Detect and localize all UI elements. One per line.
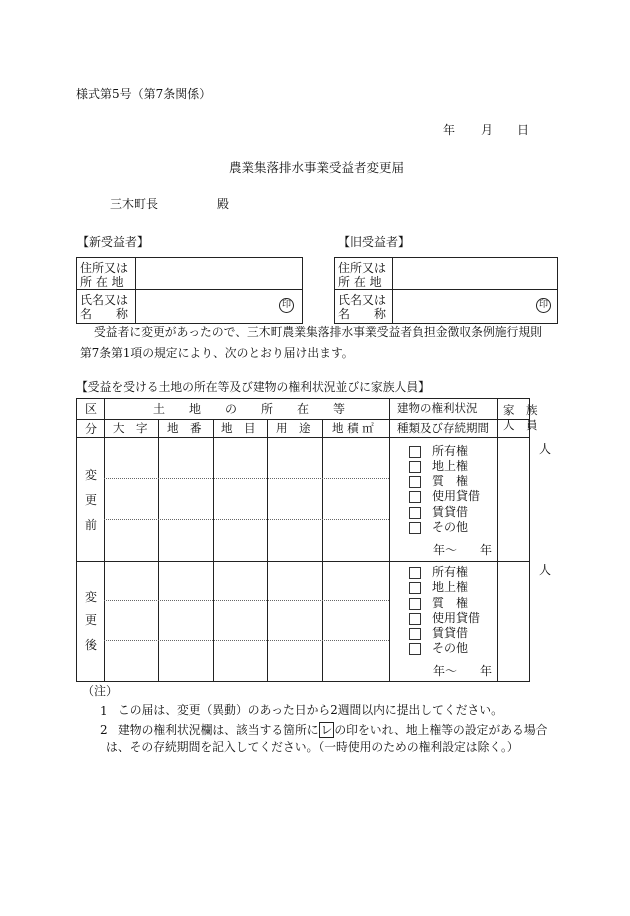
- note-2-number: 2: [100, 723, 108, 737]
- right-option-label: 使用貸借: [432, 489, 481, 503]
- new-beneficiary-divider: [76, 289, 302, 290]
- col-family-header-1: 家 族: [503, 403, 538, 417]
- col-line-rights: [497, 398, 498, 681]
- table-heading: 【受益を受ける土地の所在等及び建物の権利状況並びに家族人員】: [76, 380, 430, 394]
- checkbox-superficies[interactable]: [409, 582, 421, 594]
- right-option-label: 地上権: [432, 459, 469, 473]
- body-text-line-1: 受益者に変更があったので、三木町農業集落排水事業受益者負担金徴収条例施行規則: [94, 325, 542, 339]
- row-label-char: 変: [85, 468, 98, 482]
- old-beneficiary-heading: 【旧受益者】: [338, 235, 411, 249]
- period-to: 年: [480, 543, 493, 557]
- note-2-text-post: の印をいれ、地上権等の設定がある場合: [334, 723, 548, 737]
- new-address-label-2: 所 在 地: [80, 275, 124, 289]
- col-line-chiban: [213, 419, 214, 681]
- col-chiban-header: 地 番: [167, 421, 202, 435]
- row-guide-line: [104, 600, 389, 601]
- right-option-label: 賃貸借: [432, 505, 469, 519]
- note-1-number: 1: [100, 704, 108, 718]
- note-2-text-line-2: は、その存続期間を記入してください。（一時使用のための権利設定は除く。）: [106, 740, 519, 754]
- check-mark-icon: レ: [320, 723, 333, 737]
- col-kubun-1: 区: [85, 402, 98, 416]
- table-row-divider: [76, 561, 529, 562]
- page-title: 農業集落排水事業受益者変更届: [229, 160, 405, 175]
- col-oaza-header: 大 字: [113, 421, 148, 435]
- right-option-label: 所有権: [432, 565, 469, 579]
- addressee-honorific: 殿: [217, 197, 230, 211]
- checkbox-pledge[interactable]: [409, 598, 421, 610]
- checkbox-lease[interactable]: [409, 628, 421, 640]
- right-option-label: 質 権: [432, 596, 469, 610]
- body-text-line-2: 第7条第1項の規定により、次のとおり届け出ます。: [80, 346, 354, 360]
- checkbox-pledge[interactable]: [409, 476, 421, 488]
- old-beneficiary-label-divider: [392, 257, 393, 323]
- old-address-label-1: 住所又は: [338, 261, 387, 275]
- note-1-text: この届は、変更（異動）のあった日から2週間以内に提出してください。: [118, 703, 503, 717]
- new-name-label-1: 氏名又は: [80, 293, 129, 307]
- col-line-chimoku: [267, 419, 268, 681]
- old-seal-icon: 印: [536, 298, 551, 313]
- old-name-label-2: 名 称: [338, 307, 387, 321]
- col-line-yoto: [322, 419, 323, 681]
- checkbox-loan-for-use[interactable]: [409, 491, 421, 503]
- col-line-oaza: [158, 419, 159, 681]
- notes-heading: （注）: [82, 684, 119, 698]
- col-kubun-2: 分: [85, 422, 98, 436]
- col-family-header-2: 人 員: [503, 418, 538, 432]
- new-seal-icon: 印: [279, 298, 294, 313]
- new-beneficiary-heading: 【新受益者】: [77, 235, 150, 249]
- persons-unit: 人: [539, 442, 552, 456]
- addressee-name: 三木町長: [110, 197, 159, 211]
- right-option-label: その他: [432, 520, 469, 534]
- checkbox-other[interactable]: [409, 522, 421, 534]
- checkbox-ownership[interactable]: [409, 446, 421, 458]
- checkbox-loan-for-use[interactable]: [409, 613, 421, 625]
- date-day: 日: [517, 123, 530, 137]
- old-name-label-1: 氏名又は: [338, 293, 387, 307]
- new-name-label-2: 名 称: [80, 307, 129, 321]
- date-year: 年: [443, 123, 456, 137]
- col-rights-header-1: 建物の権利状況: [397, 401, 478, 415]
- row-label-char: 前: [85, 518, 98, 532]
- period-from: 年～: [433, 664, 458, 678]
- new-address-label-1: 住所又は: [80, 261, 129, 275]
- right-option-label: 地上権: [432, 580, 469, 594]
- checkbox-superficies[interactable]: [409, 461, 421, 473]
- period-from: 年～: [433, 543, 458, 557]
- checkbox-other[interactable]: [409, 643, 421, 655]
- period-to: 年: [480, 664, 493, 678]
- row-label-char: 更: [85, 613, 98, 627]
- row-guide-line: [104, 519, 389, 520]
- col-yoto-header: 用 途: [276, 421, 311, 435]
- right-option-label: 賃貸借: [432, 626, 469, 640]
- col-line-kubun: [104, 398, 105, 681]
- note-2-text: [118, 722, 547, 738]
- right-option-label: 所有権: [432, 444, 469, 458]
- col-chiseki-header: 地 積 ㎡: [332, 421, 374, 435]
- col-rights-header-2: 種類及び存続期間: [397, 421, 489, 435]
- old-address-label-2: 所 在 地: [338, 275, 382, 289]
- table-header-divider: [76, 419, 529, 420]
- row-guide-line: [104, 640, 389, 641]
- checkbox-ownership[interactable]: [409, 567, 421, 579]
- right-option-label: 質 権: [432, 474, 469, 488]
- col-line-chiseki: [389, 398, 390, 681]
- persons-unit: 人: [539, 563, 552, 577]
- form-number: 様式第5号（第7条関係）: [76, 87, 212, 101]
- row-label-char: 後: [85, 638, 98, 652]
- row-label-char: 更: [85, 493, 98, 507]
- right-option-label: 使用貸借: [432, 611, 481, 625]
- checkbox-lease[interactable]: [409, 507, 421, 519]
- row-guide-line: [104, 478, 389, 479]
- col-land-header: 土 地 の 所 在 等: [153, 402, 346, 416]
- new-beneficiary-label-divider: [135, 257, 136, 323]
- right-option-label: その他: [432, 641, 469, 655]
- old-beneficiary-divider: [334, 289, 557, 290]
- date-month: 月: [481, 123, 494, 137]
- table-header-bottom: [76, 437, 529, 438]
- note-2-text-pre: 建物の権利状況欄は、該当する箇所に: [118, 723, 319, 737]
- row-label-char: 変: [85, 590, 98, 604]
- col-chimoku-header: 地 目: [221, 421, 256, 435]
